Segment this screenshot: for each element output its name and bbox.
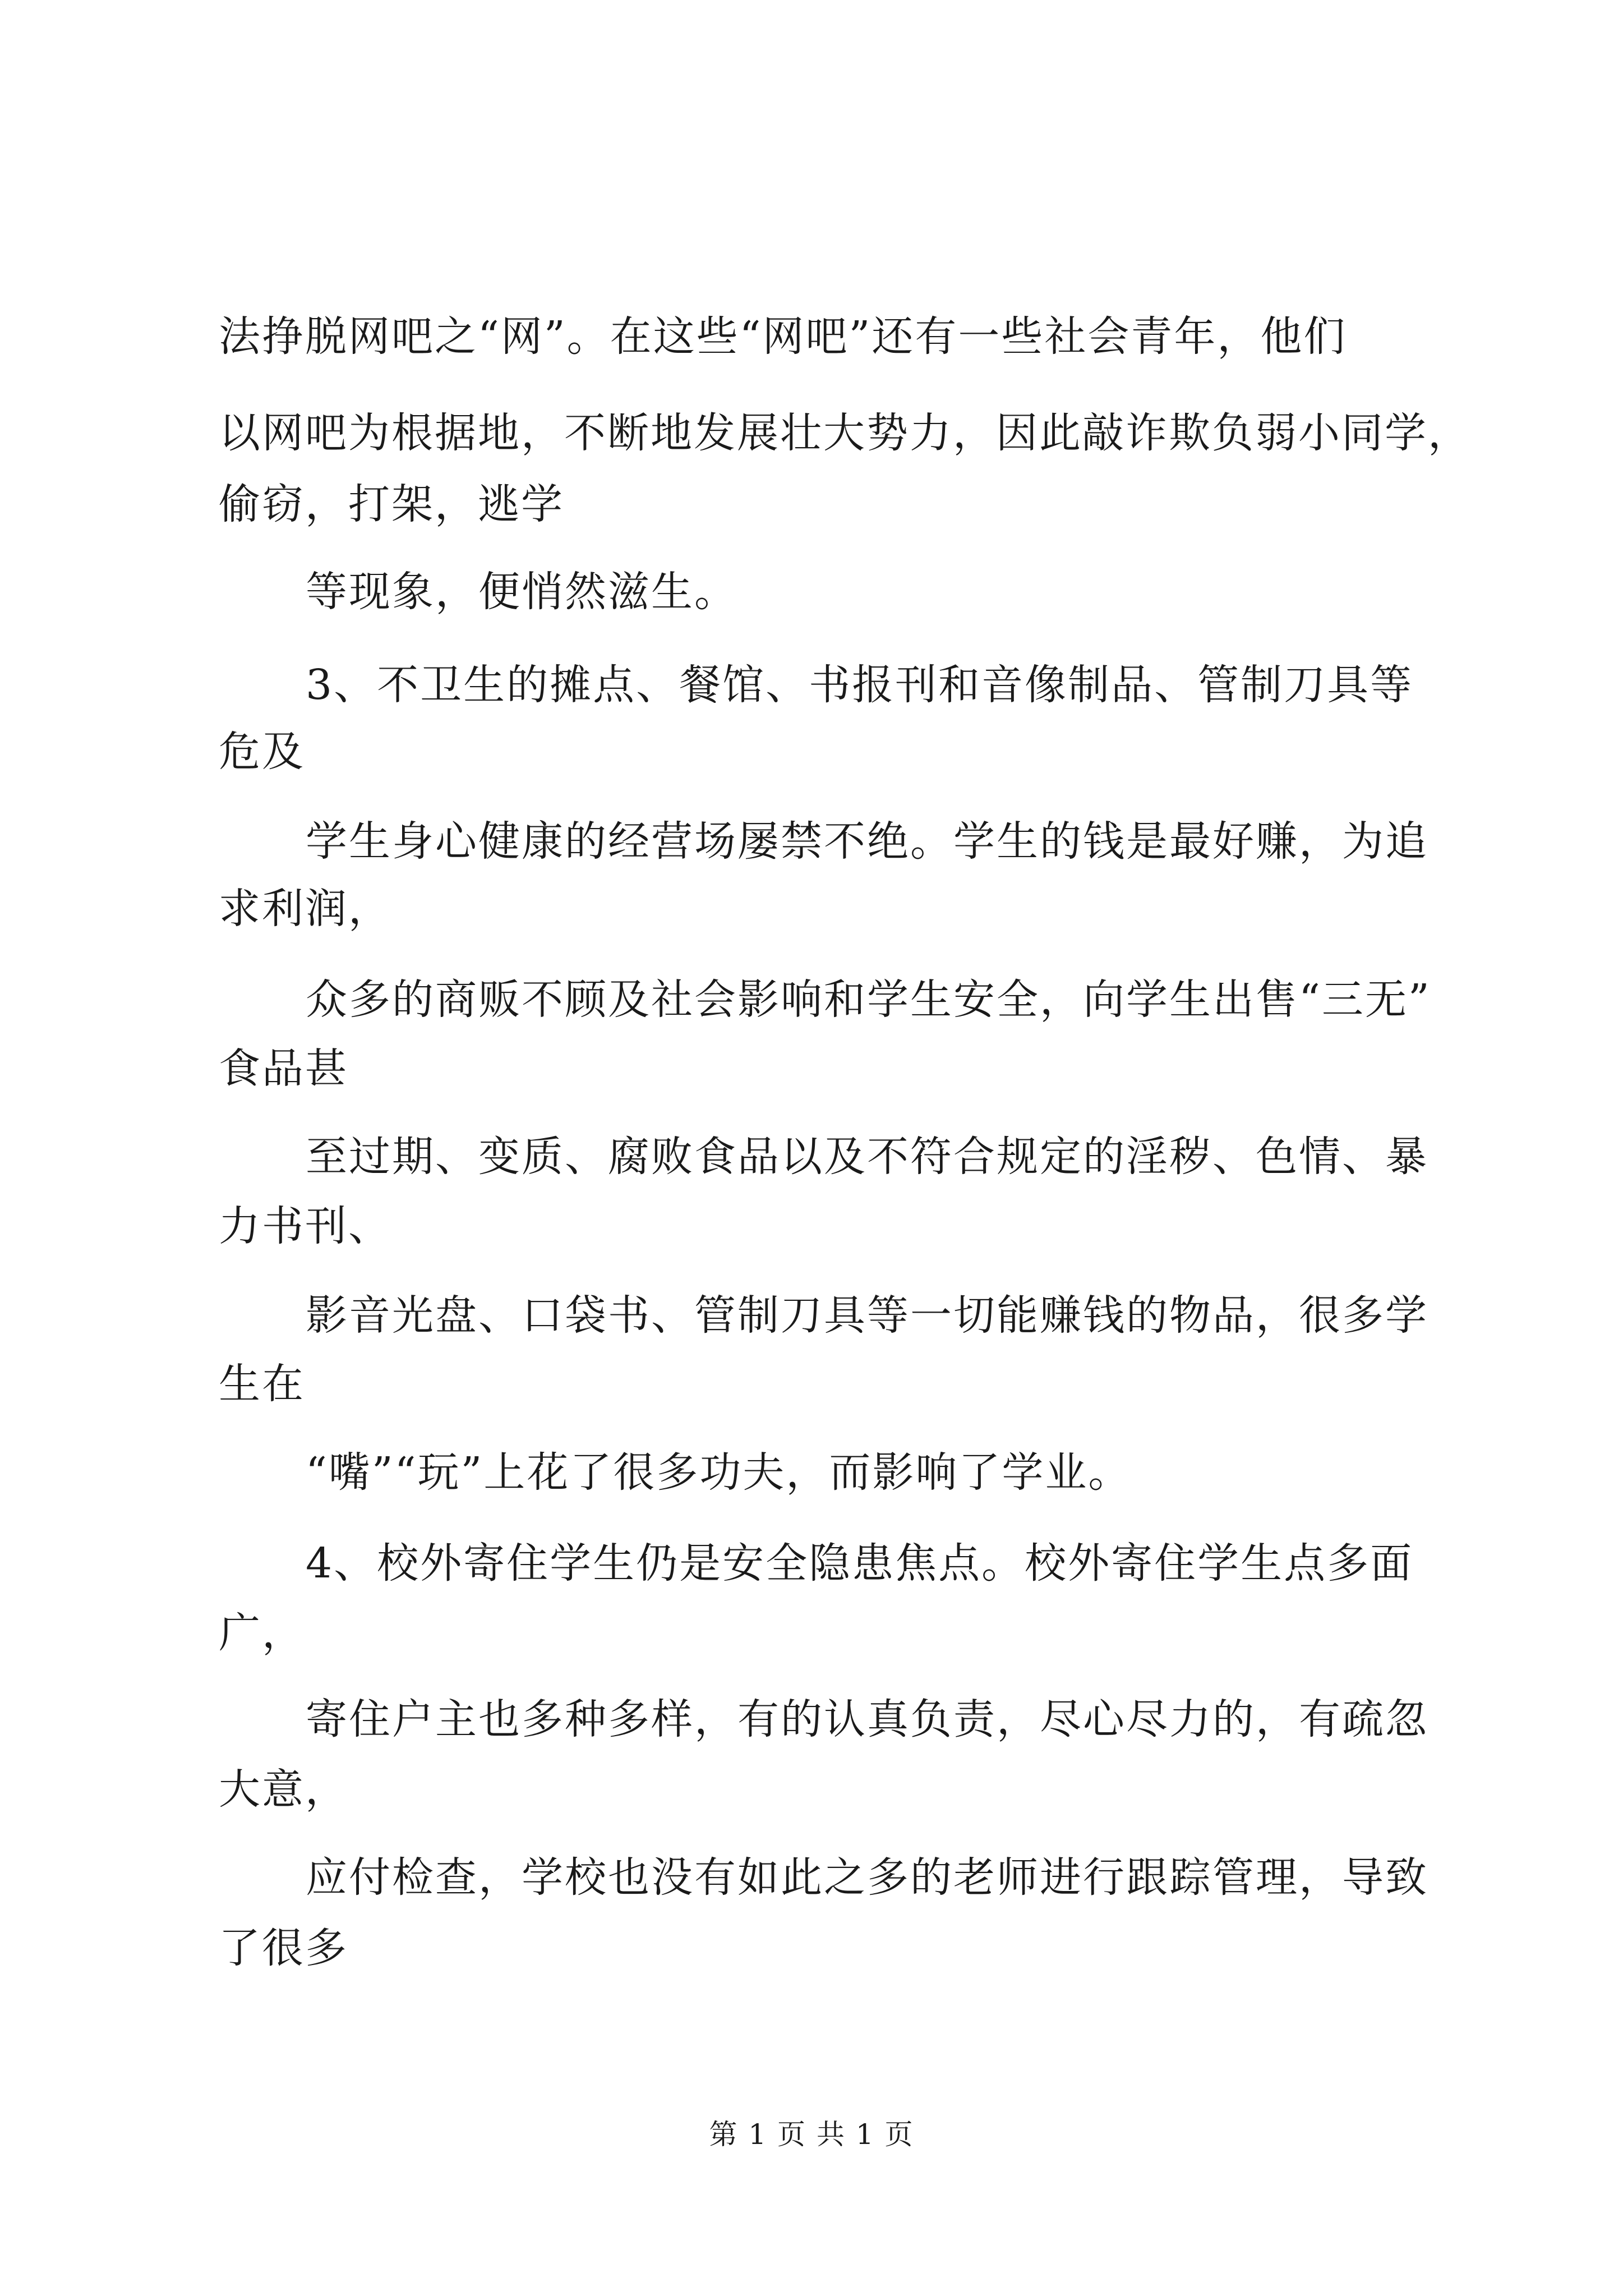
text-line: 法挣脱网吧之“网”。在这些“网吧”还有一些社会青年，他们	[219, 312, 1347, 361]
text-line: 力书刊、	[219, 1202, 391, 1250]
text-line: “嘴”“玩”上花了很多功夫，而影响了学业。	[306, 1448, 1132, 1497]
text-line: 应付检查，学校也没有如此之多的老师进行跟踪管理，导致	[306, 1853, 1428, 1902]
text-line: 学生身心健康的经营场屡禁不绝。学生的钱是最好赚，为追	[306, 817, 1428, 866]
text-line: 广，	[219, 1609, 305, 1657]
text-line: 生在	[219, 1360, 305, 1408]
text-line: 以网吧为根据地，不断地发展壮大势力，因此敲诈欺负弱小同学，	[219, 409, 1471, 457]
text-line: 等现象，便悄然滋生。	[306, 568, 737, 616]
text-line: 偷窃，打架，逃学	[219, 480, 564, 528]
text-line: 寄住户主也多种多样，有的认真负责，尽心尽力的，有疏忽	[306, 1695, 1428, 1743]
text-line: 食品甚	[219, 1045, 348, 1093]
text-line: 影音光盘、口袋书、管制刀具等一切能赚钱的物品，很多学	[306, 1291, 1428, 1340]
text-line: 3、不卫生的摊点、餐馆、书报刊和音像制品、管制刀具等	[306, 661, 1414, 709]
text-line: 众多的商贩不顾及社会影响和学生安全，向学生出售“三无”	[306, 976, 1431, 1024]
page-number-footer: 第 1 页 共 1 页	[709, 2118, 914, 2151]
text-line: 4、校外寄住学生仍是安全隐患焦点。校外寄住学生点多面	[306, 1539, 1414, 1588]
text-line: 大意，	[219, 1765, 348, 1814]
text-line: 求利润，	[219, 885, 391, 933]
text-line: 危及	[219, 728, 305, 776]
text-line: 了很多	[219, 1924, 348, 1972]
text-line: 至过期、变质、腐败食品以及不符合规定的淫秽、色情、暴	[306, 1133, 1428, 1181]
